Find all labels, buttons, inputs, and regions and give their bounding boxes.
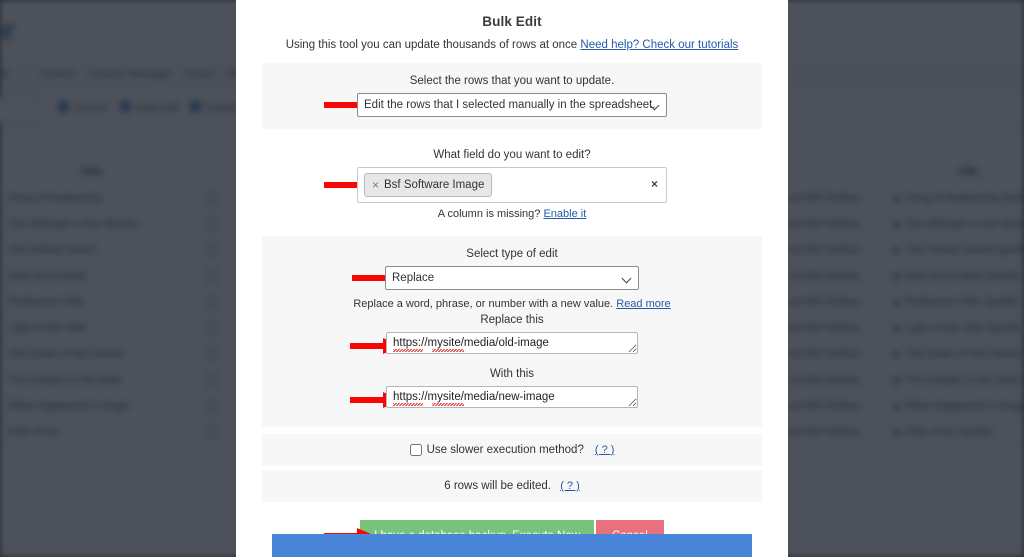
remove-tag-icon[interactable]: × — [372, 178, 380, 192]
bottom-progress-bar — [272, 534, 752, 557]
selected-field-tag[interactable] — [364, 173, 492, 197]
edit-type-label: Select type of edit — [466, 248, 558, 260]
replace-this-label: Replace this — [480, 314, 544, 326]
tutorials-link[interactable]: Need help? Check our tutorials — [580, 39, 739, 51]
row-count-help-link[interactable]: ( ? ) — [560, 480, 580, 492]
row-count-text: 6 rows will be edited. — [444, 480, 551, 492]
modal-subtitle-text: Using this tool you can update thousands of rows at once — [285, 39, 581, 51]
slower-execution-checkbox[interactable] — [410, 444, 422, 456]
slower-execution-row — [262, 444, 762, 456]
column-missing-text: A column is missing? — [437, 208, 544, 220]
with-this-label: With this — [489, 368, 535, 380]
page-title: Bulk Edit — [482, 14, 542, 29]
edit-type-description-text: Replace a word, phrase, or number with a new value. — [353, 298, 617, 310]
rows-selection-row — [262, 93, 762, 117]
field-selection-label: What field do you want to edit? — [433, 149, 591, 161]
edit-type-row — [262, 266, 762, 290]
field-multiselect[interactable] — [357, 167, 667, 203]
slower-execution-help-link[interactable]: ( ? ) — [594, 444, 615, 456]
field-selection-row — [262, 167, 762, 203]
rows-select-wrap — [357, 93, 667, 117]
slower-execution-label: Use slower execution method? — [426, 444, 584, 456]
row-count-row — [262, 480, 762, 492]
enable-it-link[interactable]: Enable it — [543, 208, 587, 220]
with-this-input[interactable] — [386, 386, 638, 408]
bulk-edit-modal — [236, 0, 788, 557]
edit-type-panel — [262, 236, 762, 427]
clear-all-icon[interactable]: × — [650, 177, 658, 191]
field-selection-panel — [262, 145, 762, 222]
with-this-row — [262, 386, 762, 413]
modal-subtitle — [236, 39, 788, 51]
replace-this-wrap — [386, 332, 638, 359]
edit-type-select[interactable] — [385, 266, 639, 290]
with-this-wrap — [386, 386, 638, 413]
selected-field-label: Bsf Software Image — [384, 179, 485, 191]
replace-this-row — [262, 332, 762, 359]
edit-type-description — [262, 298, 762, 310]
row-count-panel — [262, 470, 762, 502]
read-more-link[interactable]: Read more — [616, 298, 671, 310]
replace-this-input[interactable] — [386, 332, 638, 354]
edit-type-select-wrap — [385, 266, 639, 290]
column-missing-help — [262, 208, 762, 220]
rows-selection-select[interactable] — [357, 93, 667, 117]
execution-method-panel — [262, 434, 762, 466]
rows-selection-panel — [262, 63, 762, 129]
rows-selection-label: Select the rows that you want to update. — [409, 75, 615, 87]
